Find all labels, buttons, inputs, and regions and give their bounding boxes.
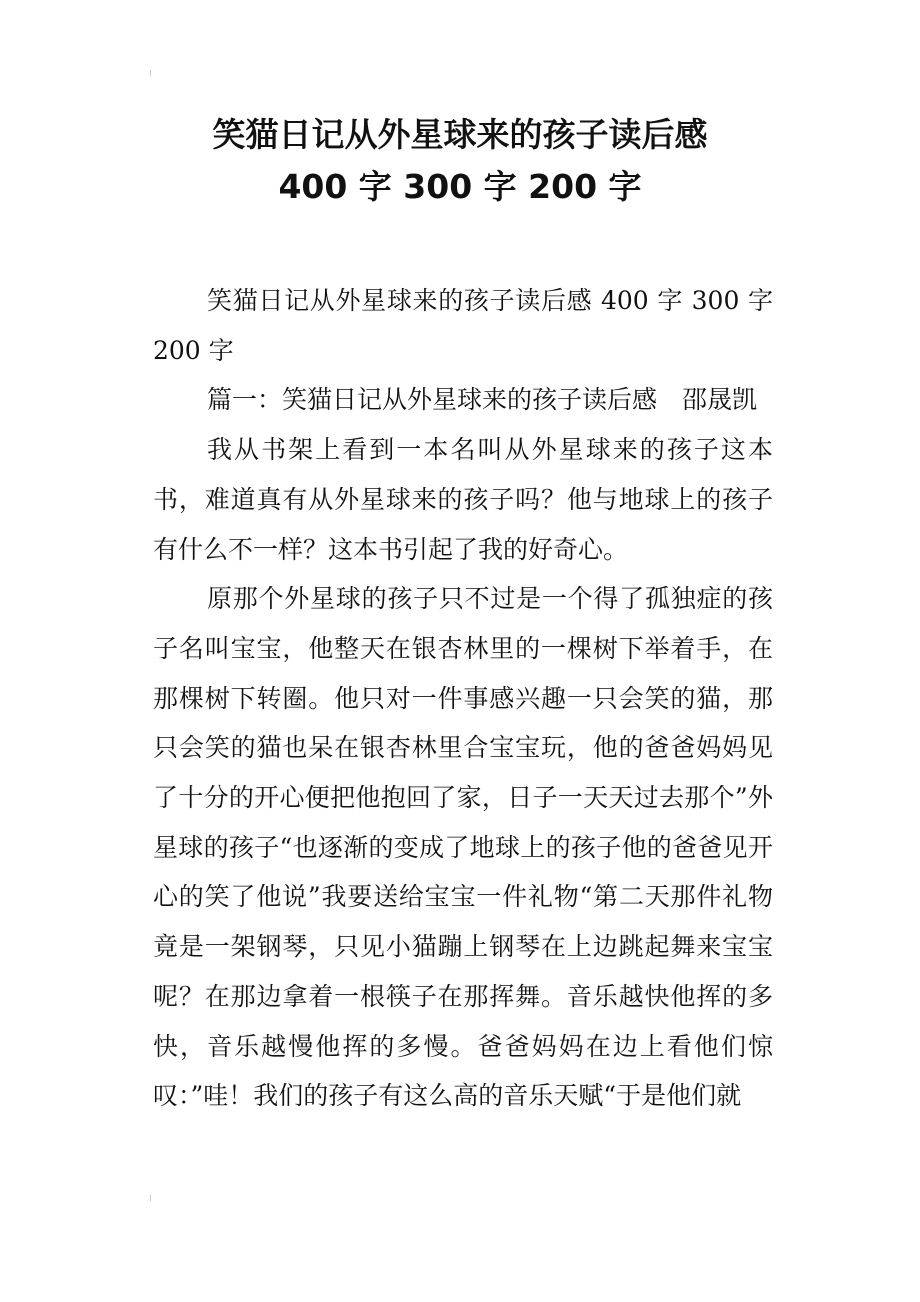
document-title-line-2: 400 字 300 字 200 字 bbox=[278, 167, 642, 206]
paragraph-story: 原那个外星球的孩子只不过是一个得了孤独症的孩子名叫宝宝，他整天在银杏林里的一棵树下举着手，在那棵树下转圈。他只对一件事感兴趣一只会笑的猫，那只会笑的猫也呆在银杏林里合宝宝玩，他的爸爸妈妈见了十分的开心便把他抱回了家，日子一天天过去那个”外星球的孩子“也逐渐的变成了地球上的孩子他的爸爸见开心的笑了他说”我要送给宝宝一件礼物“第二天那件礼物竟是一架钢琴，只见小猫蹦上钢琴在上边跳起舞来宝宝呢？在那边拿着一根筷子在那挥舞。音乐越快他挥的多快，音乐越慢他挥的多慢。爸爸妈妈在边上看他们惊叹：”哇！我们的孩子有这么高的音乐天赋“于是他们就 bbox=[153, 584, 773, 1111]
document-title-line-1: 笑猫日记从外星球来的孩子读后感 bbox=[212, 115, 708, 154]
crop-mark-bottom bbox=[150, 1195, 154, 1201]
paragraph-section-heading: 篇一：笑猫日记从外星球来的孩子读后感 邵晟凯 bbox=[207, 385, 758, 415]
paragraph-title-repeat: 笑猫日记从外星球来的孩子读后感 400 字 300 字 200 字 bbox=[153, 286, 773, 365]
crop-mark-top bbox=[150, 70, 154, 76]
document-body bbox=[153, 276, 773, 1121]
paragraph-intro: 我从书架上看到一本名叫从外星球来的孩子这本书，难道真有从外星球来的孩子吗？他与地球上的孩子有什么不一样？这本书引起了我的好奇心。 bbox=[153, 435, 773, 564]
